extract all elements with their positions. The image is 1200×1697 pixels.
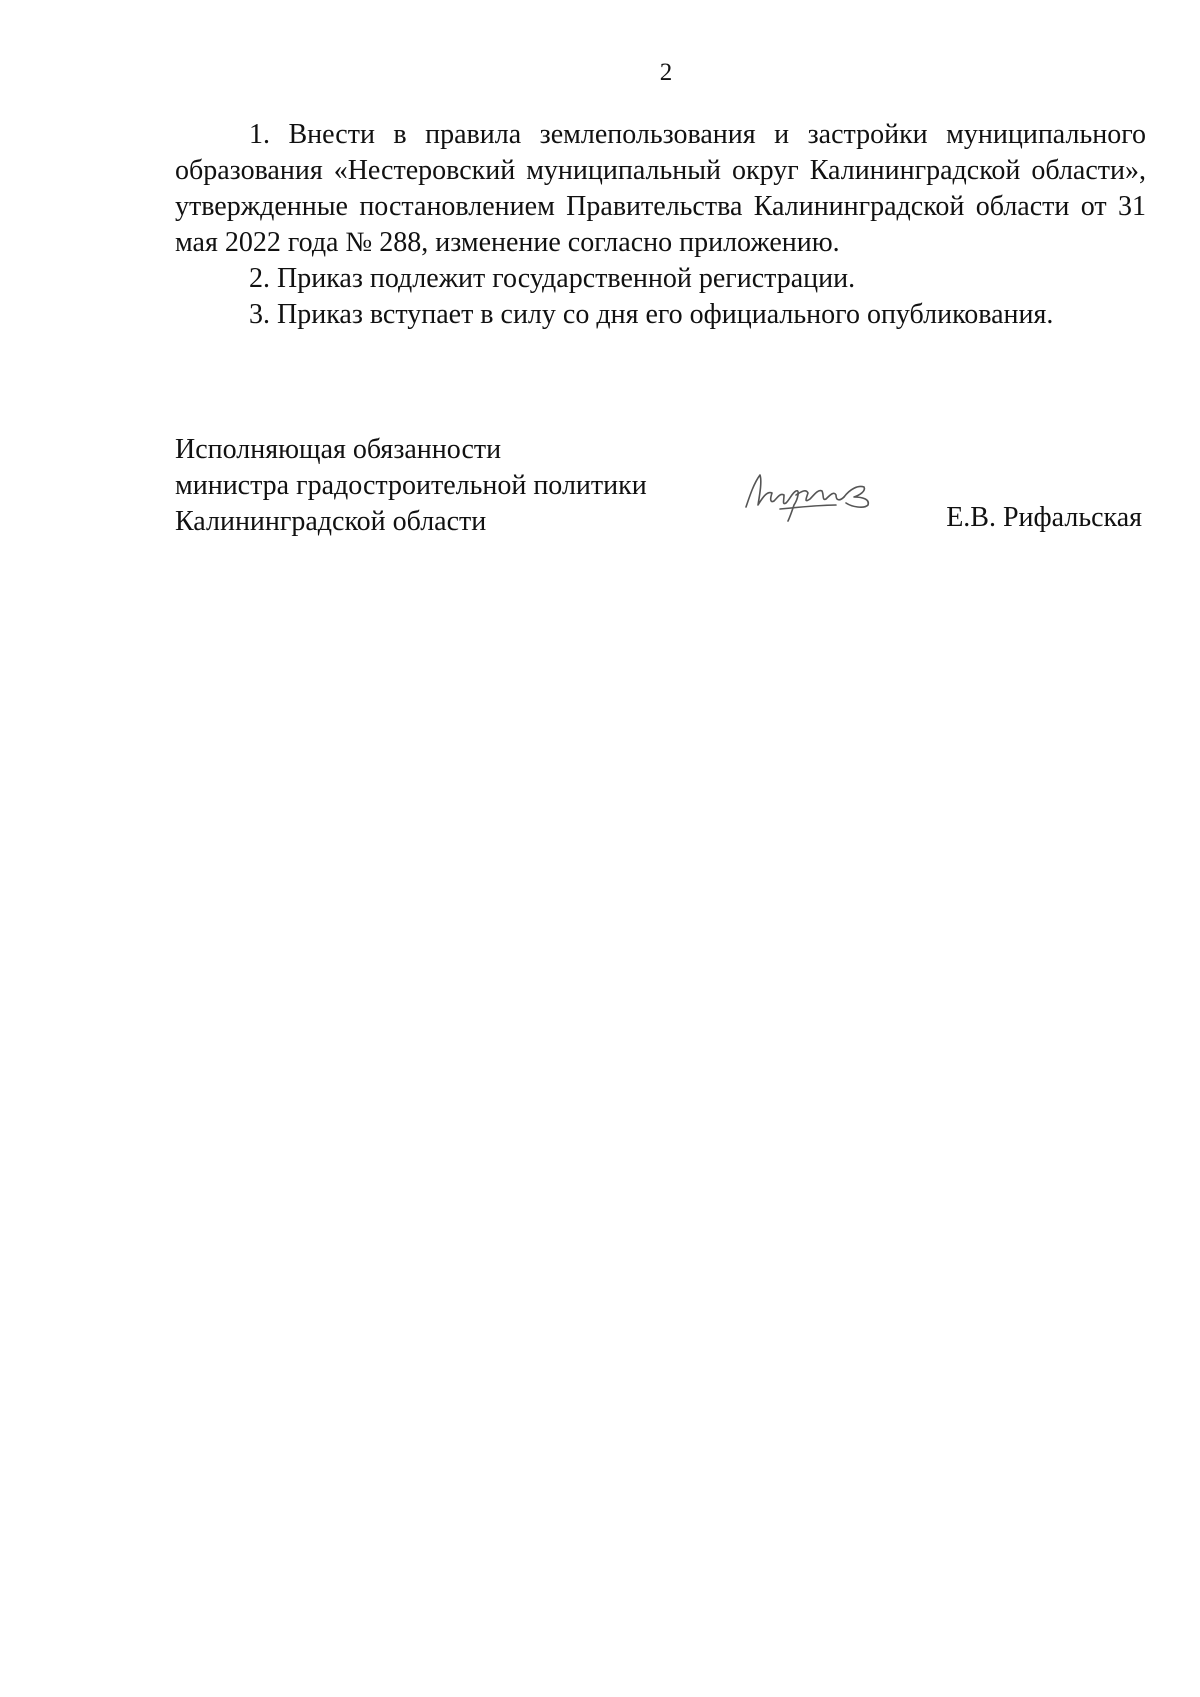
paragraph-3: 3. Приказ вступает в силу со дня его официального опубликования. [249, 299, 1054, 330]
signatory-position [175, 432, 647, 540]
signatory-position-line-3: Калининградской области [175, 506, 487, 537]
document-body [175, 117, 1146, 333]
paragraph-2: 2. Приказ подлежит государственной регистрации. [249, 263, 856, 294]
page-number: 2 [659, 59, 673, 86]
signatory-position-line-2: министра градостроительной политики [175, 470, 647, 501]
handwritten-signature-icon [740, 465, 890, 525]
signer-name: Е.В. Рифальская [946, 502, 1142, 533]
paragraph-1: 1. Внести в правила землепользования и застройки муниципального образования «Нестеровский муниципальный округ Калининградской области», утвержденные постановлением Правительства Калининградской области от 31 мая 2022 года № 288, изменение согласно приложению. [175, 119, 1146, 258]
signatory-position-line-1: Исполняющая обязанности [175, 434, 502, 465]
